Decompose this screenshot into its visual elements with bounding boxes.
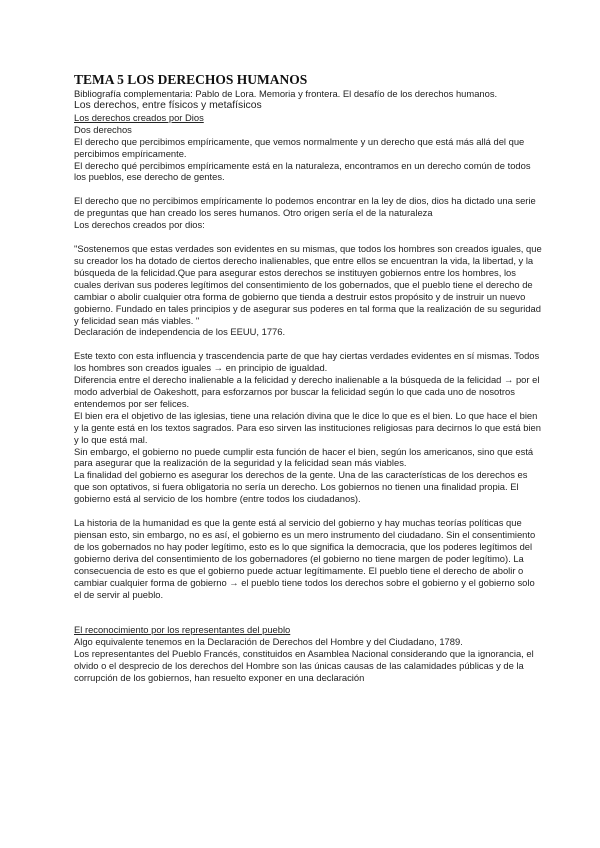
paragraph-ley-de-dios: El derecho que no percibimos empíricamente lo podemos encontrar en la ley de dios, dios ha dictado una serie de preguntas que han creado los seres humanos. Otro origen sería el de la naturaleza Los derechos creados por dios: <box>74 195 536 231</box>
document-page <box>74 72 544 684</box>
spacer <box>74 183 544 195</box>
subsection-heading-representantes: El reconocimiento por los representantes del pueblo <box>74 624 291 636</box>
document-title: TEMA 5 LOS DERECHOS HUMANOS <box>74 72 308 87</box>
spacer <box>74 338 544 350</box>
subsection-heading-dios: Los derechos creados por Dios <box>74 111 204 123</box>
bibliography-line: Bibliografía complementaria: Pablo de Lora. Memoria y frontera. El desafío de los derechos humanos. <box>74 88 498 99</box>
paragraph-dos-derechos: Dos derechos El derecho que percibimos empíricamente, que vemos normalmente y un derecho que está más allá del que percibimos empíricamente. El derecho qué percibimos empíricamente está en la naturaleza, encontramos en un derecho común de todos los pueblos, ese derecho de gentes. <box>74 123 531 183</box>
spacer <box>74 600 544 624</box>
paragraph-historia-humanidad: La historia de la humanidad es que la gente está al servicio del gobierno y hay muchas teorías políticas que piensan esto, sin embargo, no es así, el gobierno es un mero instrumento del ciudadano. Sin el consentimiento de los gobernados no hay poder legítimo, esto es lo que significa la democracia, que los poderes legítimos del gobierno deriva del consentimiento de los gobernadores (el gobierno no tiene margen de poder legítimo). La consecuencia de esto es que el gobierno puede actuar legítimamente. El pueblo tiene el derecho de abolir o cambiar cualquier forma de gobierno → el pueblo tiene todos los derechos sobre el gobierno y el gobierno solo el de servir al pueblo. <box>74 517 536 600</box>
spacer <box>74 231 544 243</box>
spacer <box>74 505 544 517</box>
paragraph-declaracion-1789: Algo equivalente tenemos en la Declaración de Derechos del Hombre y del Ciudadano, 1789. Los representantes del Pueblo Francés, constituidos en Asamblea Nacional considerando que la ignorancia, el olvido o el desprecio de los derechos del Hombre son las únicas causas de las calamidades públicas y de la corrupción de los gobiernos, han resuelto exponer en una declaración <box>74 636 534 684</box>
section-heading-derechos: Los derechos, entre físicos y metafísicos <box>74 99 262 111</box>
paragraph-analisis-texto: Este texto con esta influencia y trascendencia parte de que hay ciertas verdades evidentes en sí mismas. Todos los hombres son creados iguales → en principio de igualdad. Diferencia entre el derecho inalienable a la felicidad y derecho inalienable a la búsqueda de la felicidad → por el modo adverbial de Oakeshott, para esforzarnos por buscar la felicidad según lo que cada uno de nosotros entendemos por ser felices. El bien era el objetivo de las iglesias, tiene una relación divina que le dice lo que es el bien. Lo que hace el bien y la gente está en los textos sagrados. Para eso sirven las instituciones religiosas para decirnos lo que está bien y lo que está mal. Sin embargo, el gobierno no puede cumplir esta función de hacer el bien, según los americanos, sino que está para asegurar que la realización de la seguridad y la felicidad sean más viables. La finalidad del gobierno es asegurar los derechos de la gente. Una de las características de los derechos es que son optativos, si fuera obligatoria no sería un derecho. Los gobiernos no tienen una finalidad propia. El gobierno está al servicio de los hombre (entre todos los ciudadanos). <box>74 350 541 505</box>
quote-declaracion-independencia: "Sostenemos que estas verdades son evidentes en su mismas, que todos los hombres son creados iguales, que su creador los ha dotado de ciertos derecho inalienables, que entre ellos se encuentran la vida, la libertad, y la búsqueda de la felicidad.Que para asegurar estos derechos se instituyen gobiernos entre los hombres, los cuales derivan sus poderes legítimos del consentimiento de los gobernados, que el pueblo tiene el derecho de cambiar o abolir cualquier otra forma de gobierno que tienda a destruir estos propósito y de instruir un nuevo gobierno. Fundado en tales principios y de asegurar sus poderes en tal forma que la realización de su seguridad y felicidad sean más viables. " Declaración de independencia de los EEUU, 1776. <box>74 243 542 338</box>
